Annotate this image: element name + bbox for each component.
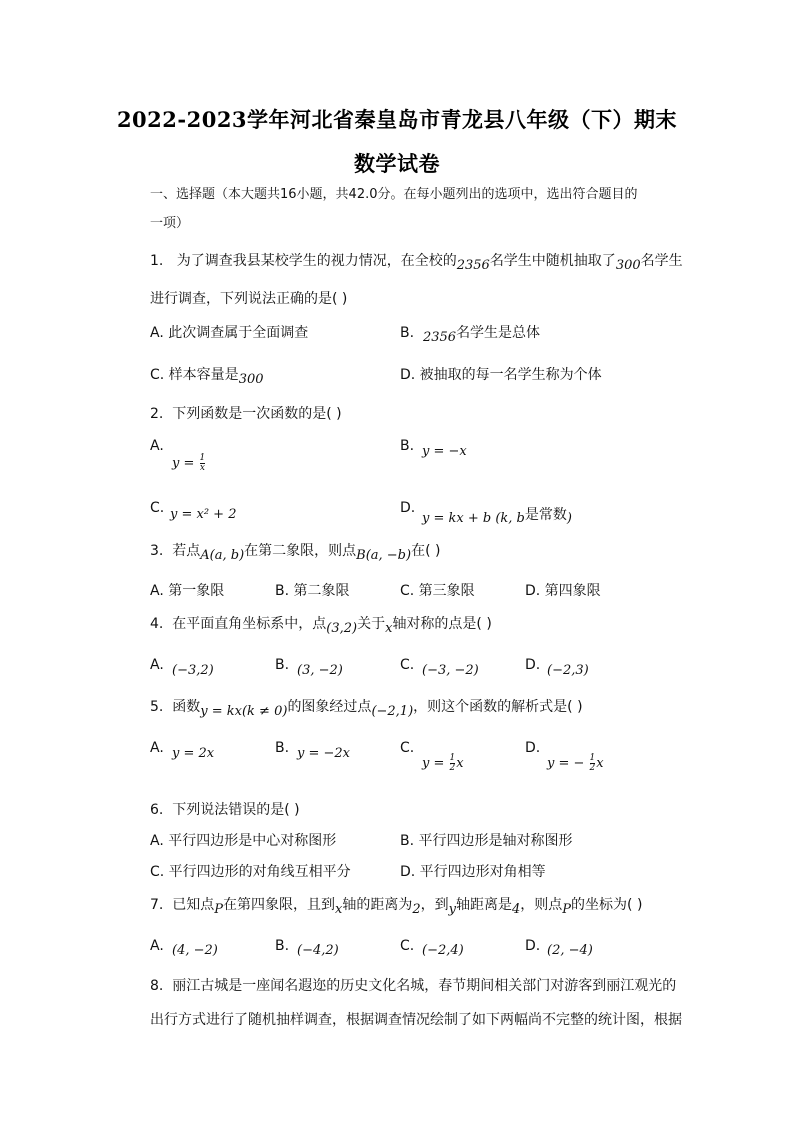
option-text: C. 样本容量是 [150,367,239,383]
question-text: 下列函数是一次函数的是( ) [172,406,342,422]
math-expr: x [335,902,343,917]
question-2 [150,405,342,423]
question-text: ，则点 [520,897,563,913]
option-d-label: D. [525,740,541,756]
question-text: 在第二象限，则点 [244,543,357,559]
question-text: ，则这个函数的解析式是( ) [413,699,583,715]
option-c [150,366,264,385]
option-text: 名学生是总体 [456,325,541,341]
question-text: 轴的距离为 [342,897,413,913]
option-d-math [547,754,604,773]
option-label: B. [400,325,415,341]
math-expr: y [448,902,456,917]
exam-title-line2: 数学试卷 [354,151,440,176]
math-expr: 2 [412,902,421,917]
section-header-cont: 一项） [150,216,190,231]
option-d: D. 被抽取的每一名学生称为个体 [400,367,602,383]
question-text: 在( ) [411,543,441,559]
question-number: 7. [150,897,164,913]
question-text: 轴对称的点是( ) [392,616,492,632]
fraction [200,454,206,473]
option-a-math: (−3,2) [172,663,214,678]
option-b-label: B. [275,657,290,673]
option-b-math: (−4,2) [297,943,339,958]
option-b-label: B. [275,938,290,954]
math-expr: y = kx + b (k, b [422,511,525,526]
option-b: B. 平行四边形是轴对称图形 [400,833,573,849]
question-7 [150,896,642,915]
question-text: 函数 [172,699,201,715]
math-expr: P [214,902,224,917]
option-a-math [172,454,206,473]
question-text: 丽江古城是一座闻名遐迩的历史文化名城，春节期间相关部门对游客到丽江观光的 [172,978,677,994]
math-expr: y = kx(k ≠ 0) [200,704,288,719]
option-c-math: (−2,4) [422,943,464,958]
option-d-math: (−2,3) [547,663,589,678]
numerator: 1 [589,753,596,763]
math-expr: x [596,756,604,771]
math-expr: y = − [547,756,585,771]
option-a-label: A. [150,438,164,454]
math-expr: B(a, −b) [356,548,412,563]
question-text: ，到 [420,897,449,913]
denominator: 2 [589,763,596,773]
question-number: 1. [150,253,164,269]
question-text: 轴距离是 [456,897,512,913]
option-a: A. 第一象限 [150,583,225,599]
numerator: 1 [449,753,456,763]
question-8 [150,977,676,995]
option-c-math: y = x² + 2 [170,507,237,522]
question-text: 的坐标为( ) [571,897,643,913]
option-c-math: (−3, −2) [422,663,479,678]
question-5 [150,698,583,717]
option-b [400,324,540,343]
question-1-cont: 进行调查，下列说法正确的是( ) [150,291,348,307]
option-a-label: A. [150,938,164,954]
question-number: 6. [150,802,164,818]
math-expr: 2356 [422,330,457,345]
question-text: 下列说法错误的是( ) [172,802,300,818]
math-expr: (−2,1) [371,704,414,719]
question-number: 5. [150,699,164,715]
question-3 [150,542,440,561]
exam-title-line1: 2022-2023学年河北省秦皇岛市青龙县八年级（下）期末 [116,107,678,132]
question-text: 在平面直角坐标系中，点 [172,616,327,632]
fraction [450,754,456,773]
option-c-label: C. [150,500,165,516]
option-a-label: A. [150,740,164,756]
math-expr: x [385,621,393,636]
option-d: D. 平行四边形对角相等 [400,864,546,880]
option-b-label: B. [275,740,290,756]
fraction [590,754,596,773]
question-text: 名学生 [640,253,683,269]
question-text: 关于 [357,616,386,632]
math-expr: A(a, b) [200,548,245,563]
math-expr: (3,2) [326,621,358,636]
question-1 [150,252,683,271]
option-d-math [422,507,572,527]
question-text: 已知点 [172,897,215,913]
option-c-label: C. [400,938,415,954]
option-b: B. 第二象限 [275,583,350,599]
question-text: 若点 [172,543,201,559]
question-text: 在第四象限，且到 [223,897,336,913]
option-d: D. 第四象限 [525,583,601,599]
question-text: 为了调查我县某校学生的视力情况，在全校的 [176,253,457,269]
math-expr: 4 [512,902,521,917]
question-text: 的图象经过点 [287,699,372,715]
option-c-math [422,754,464,773]
question-number: 2. [150,406,164,422]
section-header: 一、选择题（本大题共16小题，共42.0分。在每小题列出的选项中，选出符合题目的 [150,187,638,202]
option-a-label: A. [150,657,164,673]
question-text: 名学生中随机抽取了 [489,253,616,269]
math-expr: 300 [238,372,264,387]
question-8-cont: 出行方式进行了随机抽样调查，根据调查情况绘制了如下两幅尚不完整的统计图，根据 [150,1012,682,1028]
math-expr: ) [566,511,572,526]
option-b-math: y = −x [422,444,467,459]
option-d-label: D. [525,938,541,954]
option-d-math: (2, −4) [547,943,593,958]
question-number: 3. [150,543,164,559]
option-d-label: D. [400,500,416,516]
question-6 [150,801,300,819]
denominator: 2 [449,763,456,773]
option-c-label: C. [400,740,415,756]
option-a-math: (4, −2) [172,943,218,958]
option-b-math: y = −2x [297,746,350,761]
option-a-math: y = 2x [172,746,215,761]
option-c: C. 平行四边形的对角线互相平分 [150,864,351,880]
math-expr: 2356 [456,258,490,273]
option-b-label: B. [400,438,415,454]
math-expr: 300 [615,258,641,273]
math-expr: y = [422,756,445,771]
question-number: 8. [150,978,164,994]
option-b-math: (3, −2) [297,663,343,678]
option-a: A. 平行四边形是中心对称图形 [150,833,337,849]
option-c-label: C. [400,657,415,673]
option-text: 是常数 [524,507,567,523]
question-4 [150,615,492,634]
option-c: C. 第三象限 [400,583,475,599]
math-expr: x [456,756,464,771]
question-number: 4. [150,616,164,632]
math-expr: P [562,902,572,917]
option-a: A. 此次调查属于全面调查 [150,325,309,341]
math-expr: y = [172,456,195,471]
numerator: 1 [199,453,206,463]
denominator: x [199,463,205,473]
option-d-label: D. [525,657,541,673]
